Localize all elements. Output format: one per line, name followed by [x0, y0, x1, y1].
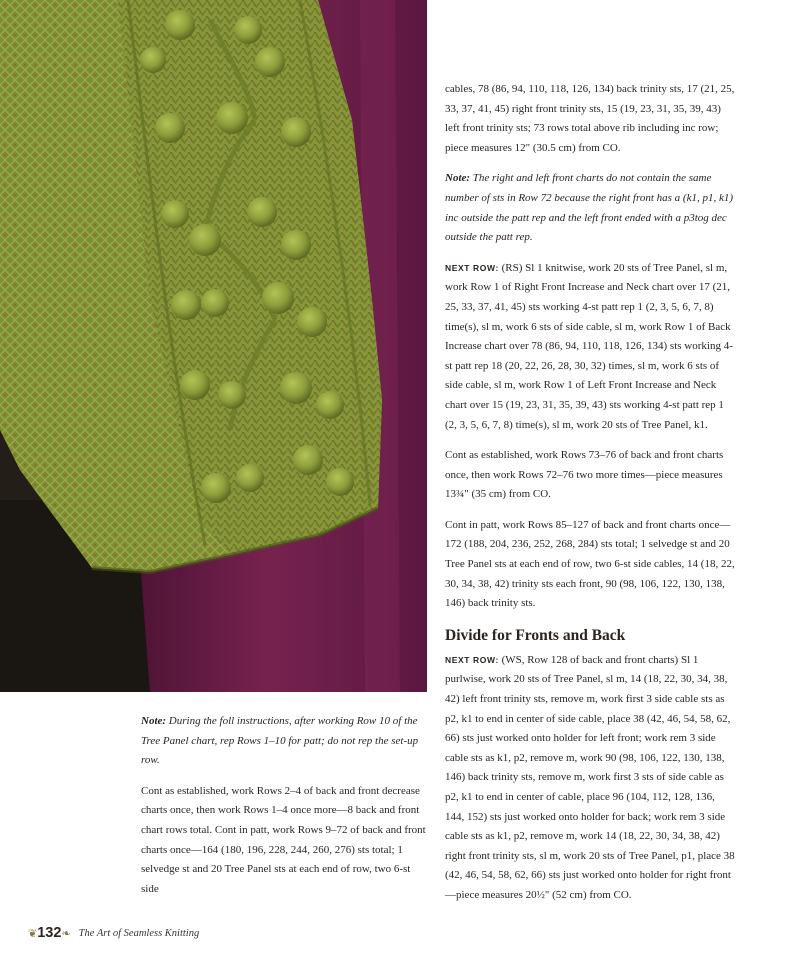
left-text-column	[141, 712, 426, 910]
laurel-right-icon: ❧	[61, 927, 71, 940]
next-row-paragraph-ws	[445, 651, 735, 906]
note-text: The right and left front charts do not contain the same number of sts in Row 72 because the right front has a (k1, p1, k1) inc outside the patt rep and the left front ended with a p3tog dec outside the patt rep.	[445, 172, 734, 244]
laurel-left-icon: ❦	[28, 927, 38, 940]
knit-sleeve-photo	[0, 0, 427, 692]
note-label: Note:	[445, 172, 471, 185]
body-paragraph-rows-2-4: Cont as established, work Rows 2–4 of back and front decrease charts once, then work Rows 1–4 once more—8 back and front chart rows total. Cont in patt, work Rows 9–72 of back and front charts once—164 (180, 196, 228, 244, 260, 276) sts total; 1 selvedge st and 20 Tree Panel sts at each end of row, two 6-st side	[141, 784, 426, 895]
next-row-label: NEXT ROW:	[445, 654, 499, 665]
page-number-badge	[28, 925, 71, 941]
page-number: 132	[37, 925, 62, 941]
page-footer	[28, 922, 199, 944]
right-text-column	[445, 80, 735, 917]
note-text: During the foll instructions, after working Row 10 of the Tree Panel chart, rep Rows 1–10 for patt; do not rep the set-up row.	[141, 715, 419, 767]
note-paragraph-front-charts	[445, 169, 735, 247]
note-paragraph-tree-panel	[141, 712, 426, 771]
body-paragraph-cables-continued: cables, 78 (86, 94, 110, 118, 126, 134) back trinity sts, 17 (21, 25, 33, 37, 41, 45) right front trinity sts, 15 (19, 23, 31, 35, 39, 43) left front trinity sts; 73 rows total above rib including inc row; piece measures 12" (30.5 cm) from CO.	[445, 83, 735, 154]
book-title: The Art of Seamless Knitting	[78, 927, 200, 939]
body-paragraph-rows-85-127: Cont in patt, work Rows 85–127 of back and front charts once—172 (188, 204, 236, 252, 268, 284) sts total; 1 selvedge st and 20 Tree Panel sts at each end of row, two 6-st side cables, 14 (18, 22, 30, 34, 38, 42) trinity sts each front, 90 (98, 106, 122, 130, 138, 146) back trinity sts.	[445, 518, 735, 610]
next-row-text: (WS, Row 128 of back and front charts) Sl 1 purlwise, work 20 sts of Tree Panel, sl m, 14 (18, 22, 30, 34, 38, 42) left front trinity sts, remove m, work first 3 side cable sts as p2, k1 to end in center of side cable, place 38 (42, 46, 54, 58, 62, 66) sts just worked onto holder for left front; work rem 3 side cable sts as k1, p2, remove m, work 90 (98, 106, 122, 130, 138, 146) back trinity sts, remove m, work first 3 sts of side cable as p2, k1 to end in center of cable, place 96 (104, 112, 128, 136, 144, 152) sts just worked onto holder for back; work rem 3 side cable sts as k1, p2, remove m, work 14 (18, 22, 30, 34, 38, 42) right front trinity sts, sl m, work 20 sts of Tree Panel, p1, place 38 (42, 46, 54, 58, 62, 66) sts just worked onto holder for right front—piece measures 20½" (52 cm) from CO.	[445, 653, 735, 901]
section-heading-divide: Divide for Fronts and Back	[445, 626, 626, 644]
body-paragraph-rows-73-76: Cont as established, work Rows 73–76 of back and front charts once, then work Rows 72–76 two more times—piece measures 13¾" (35 cm) from CO.	[445, 449, 724, 501]
next-row-text: (RS) Sl 1 knitwise, work 20 sts of Tree Panel, sl m, work Row 1 of Right Front Increase and Neck chart over 17 (21, 25, 33, 37, 41, 45) sts working 4-st patt rep 1 (2, 3, 5, 6, 7, 8) time(s), sl m, work 6 sts of side cable, sl m, work Row 1 of Back Increase chart over 78 (86, 94, 110, 118, 126, 134) sts working 4-st patt rep 18 (20, 22, 26, 28, 30, 32) times, sl m, work 6 sts of side cable, sl m, work Row 1 of Left Front Increase and Neck chart over 15 (19, 23, 31, 35, 39, 43) sts working 4-st patt rep 1 (2, 3, 5, 6, 7, 8) time(s), sl m, work 20 sts of Tree Panel, k1.	[445, 261, 733, 431]
knit-sleeve-illustration	[0, 0, 427, 692]
next-row-paragraph-rs	[445, 259, 735, 435]
note-label: Note:	[141, 715, 167, 727]
next-row-label: NEXT ROW:	[445, 262, 499, 273]
